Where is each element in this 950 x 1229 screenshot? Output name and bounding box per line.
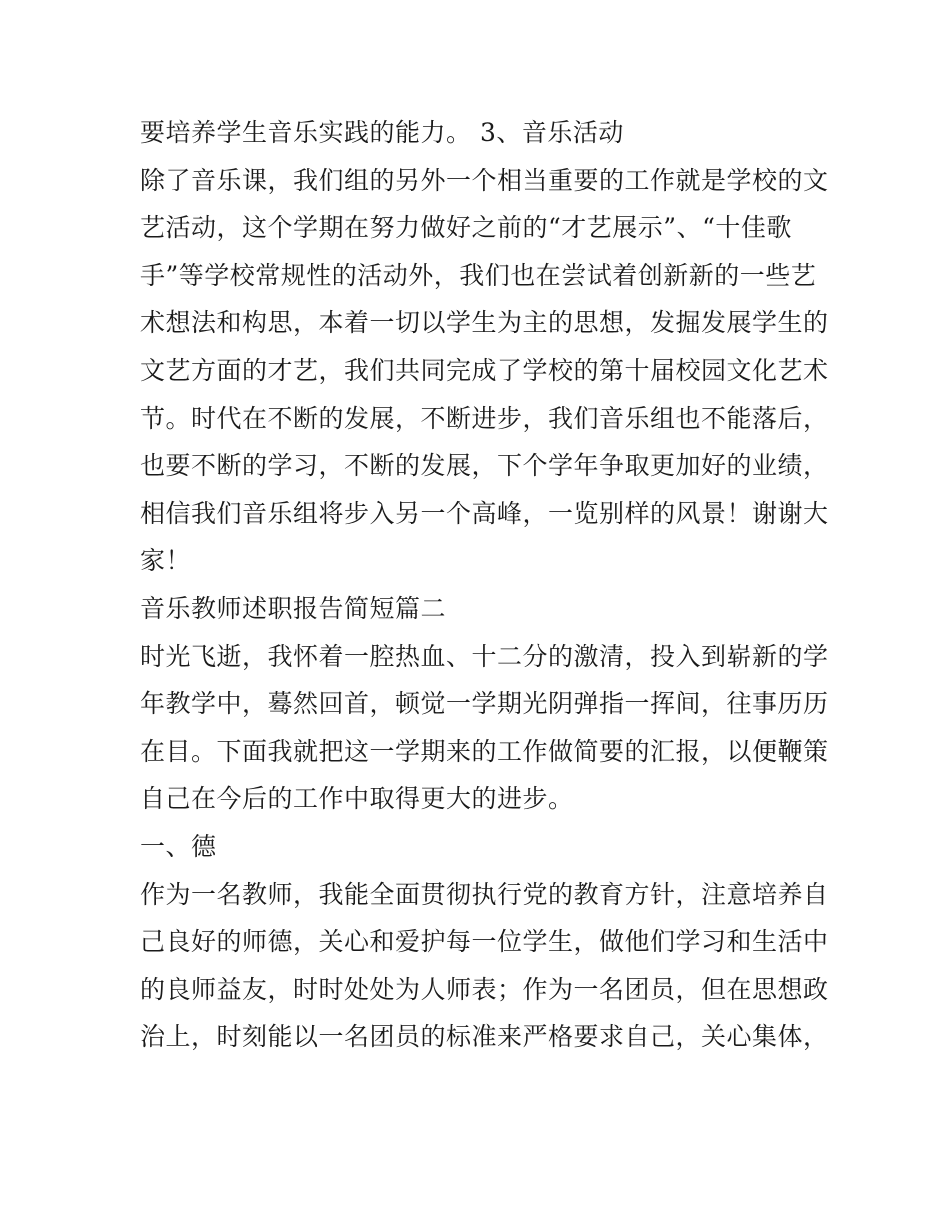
text-line: 相信我们音乐组将步入另一个高峰，一览别样的风景！谢谢大 (140, 498, 829, 528)
document-body (140, 109, 829, 1061)
text-line: 在目。下面我就把这一学期来的工作做简要的汇报，以便鞭策 (140, 736, 829, 766)
text-line: 己良好的师德，关心和爱护每一位学生，做他们学习和生活中 (140, 927, 829, 957)
text-line: 家！ (140, 546, 192, 576)
text-line: 的良师益友，时时处处为人师表；作为一名团员，但在思想政 (140, 974, 829, 1004)
text-line: 作为一名教师，我能全面贯彻执行党的教育方针，注意培养自 (140, 879, 829, 909)
text-line: 文艺方面的才艺，我们共同完成了学校的第十届校园文化艺术 (140, 355, 829, 385)
text-line: 除了音乐课，我们组的另外一个相当重要的工作就是学校的文 (140, 165, 829, 195)
text-line: 艺活动，这个学期在努力做好之前的“才艺展示”、“十佳歌 (140, 213, 792, 243)
text-line: 要培养学生音乐实践的能力。 3、音乐活动 (140, 118, 624, 147)
section-heading: 音乐教师述职报告简短篇二 (140, 593, 447, 623)
text-line: 术想法和构思，本着一切以学生为主的思想，发掘发展学生的 (140, 308, 829, 338)
text-line: 也要不断的学习，不断的发展，下个学年争取更加好的业绩， (140, 451, 829, 481)
text-line: 自己在今后的工作中取得更大的进步。 (140, 784, 574, 814)
text-line: 年教学中，蓦然回首，顿觉一学期光阴弹指一挥间，往事历历 (140, 689, 829, 719)
subsection-heading: 一、德 (140, 831, 217, 861)
text-line: 手”等学校常规性的活动外，我们也在尝试着创新新的一些艺 (140, 260, 817, 290)
text-line: 治上，时刻能以一名团员的标准来严格要求自己，关心集体， (140, 1022, 829, 1052)
text-line: 时光飞逝，我怀着一腔热血、十二分的激清，投入到崭新的学 (140, 641, 829, 671)
text-line: 节。时代在不断的发展，不断进步，我们音乐组也不能落后， (140, 403, 829, 433)
